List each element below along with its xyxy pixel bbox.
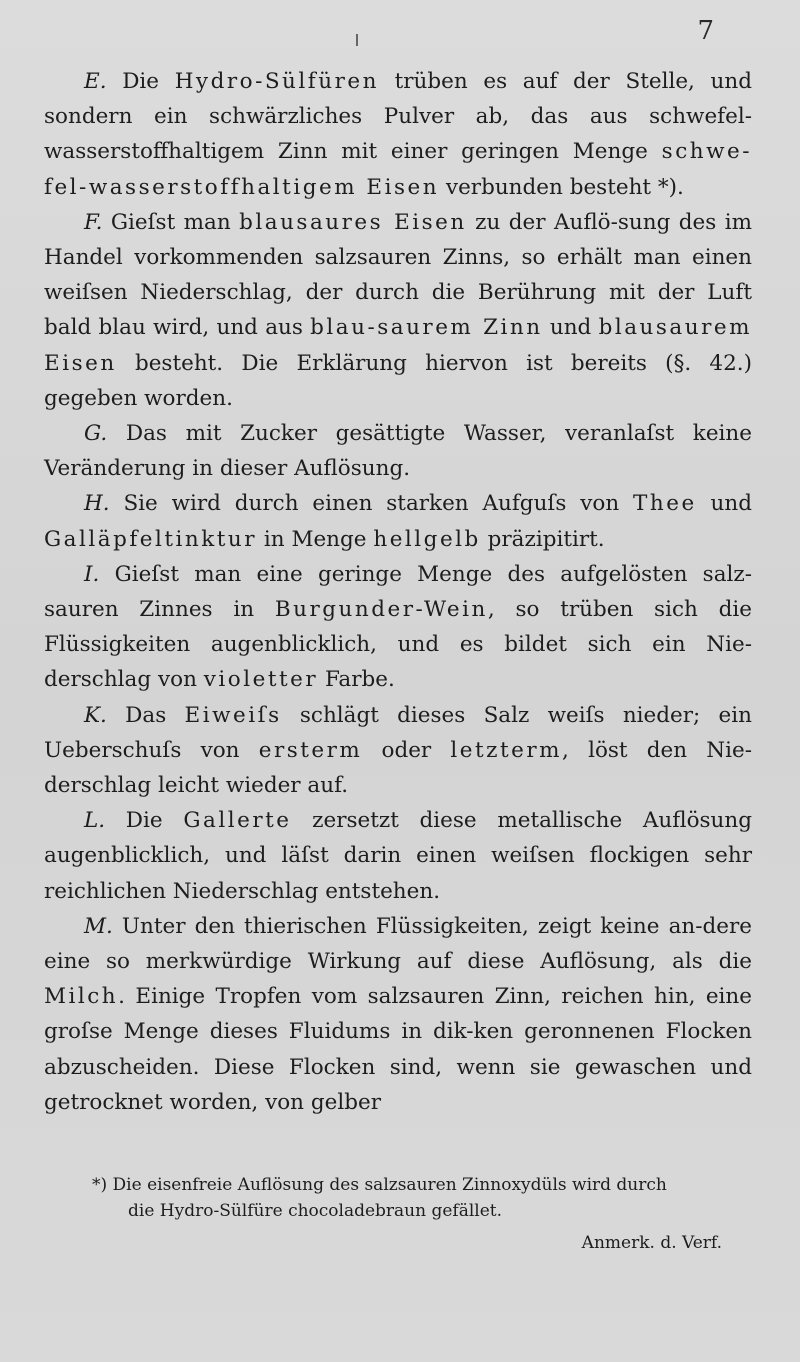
paragraph-text: Sie wird durch einen starken Aufguſs von [109, 491, 634, 517]
paragraph-letter: I. [84, 561, 100, 587]
emphasized-term: ersterm [258, 737, 363, 763]
emphasized-term: Eiweiſs [184, 702, 282, 728]
emphasized-term: hellgelb [373, 526, 481, 552]
paragraph-letter: E. [84, 69, 107, 94]
emphasized-term: letzterm [450, 737, 563, 763]
paragraph-text: präzipitirt. [480, 526, 605, 552]
paragraph-text: und [696, 491, 752, 517]
paragraph-text: Das mit Zucker gesättigte Wasser, veranlaſst keine Veränderung in dieser Auflösung. [44, 421, 752, 482]
paragraph-text: und [542, 315, 599, 341]
paragraph-text: verbunden besteht *). [439, 174, 684, 200]
page-number: 7 [697, 16, 714, 46]
emphasized-term: Hydro-Sülfüren [174, 69, 379, 94]
paragraph-e [44, 64, 752, 205]
paragraph-text: trüben es auf der Stelle, und sondern ein schwärzliches Pulver ab, das aus schwefel-wasserstoffhaltigem Zinn mit einer geringen Menge [44, 69, 752, 165]
emphasized-term: blau-saurem Zinn [310, 315, 543, 341]
paragraph-letter: G. [84, 421, 108, 447]
paragraph-text: besteht. Die Erklärung hiervon ist bereits (§. 42.) gegeben worden. [44, 350, 752, 411]
paragraph-f [44, 205, 752, 416]
paragraph-l [44, 803, 752, 909]
emphasized-term: Thee [633, 491, 697, 517]
emphasized-term: blausaures Eisen [239, 209, 467, 235]
paragraph-text: oder [362, 737, 451, 763]
paragraph-text: Gieſst man [102, 209, 240, 235]
paragraph-k [44, 698, 752, 804]
paragraph-letter: L. [84, 808, 106, 834]
paragraph-text: in Menge [257, 526, 374, 552]
footnote-line-1: *) Die eisenfreie Auflösung des salzsauren Zinnoxydüls wird durch [92, 1175, 667, 1195]
paragraph-letter: K. [84, 702, 107, 728]
emphasized-term: blausaurem Eisen [44, 315, 752, 376]
paragraph-text: . Einige Tropfen vom salzsauren Zinn, reichen hin, eine groſse Menge dieses Fluidums in dik-ken geronnenen Flocken abzuscheiden. Diese Flocken sind, wenn sie gewaschen und getrocknet worden, von gelber [44, 984, 752, 1115]
paragraph-text: , löst den Nie-derschlag leicht wieder auf. [44, 737, 752, 799]
paragraph-letter: M. [84, 913, 113, 939]
paragraph-text: Farbe. [318, 667, 395, 693]
footnote [92, 1172, 760, 1256]
emphasized-term: violetter [203, 667, 319, 693]
body-text [44, 64, 752, 1120]
paragraph-text: Die [106, 69, 175, 94]
paragraph-h [44, 486, 752, 556]
paragraph-text: Unter den thierischen Flüssigkeiten, zeigt keine an-dere eine so merkwürdige Wirkung auf diese Auflösung, als die [44, 913, 752, 975]
paragraph-text: zersetzt diese metallische Auflösung augenblicklich, und läſst darin einen weiſsen flockigen sehr reichlichen Niederschlag entstehen. [44, 808, 753, 904]
footnote-signature: Anmerk. d. Verf. [581, 1233, 722, 1253]
paragraph-text: schlägt dieses Salz weiſs nieder; ein Ueberschuſs von [44, 702, 752, 763]
paragraph-letter: H. [84, 491, 110, 517]
emphasized-term: Galläpfeltinktur [44, 526, 258, 552]
paragraph-letter: F. [84, 209, 103, 235]
paragraph-text: Gieſst man eine geringe Menge des aufgelösten salz-sauren Zinnes in [44, 561, 752, 623]
paragraph-text: Das [106, 702, 185, 728]
paragraph-g [44, 416, 752, 486]
emphasized-term: Milch [44, 984, 119, 1010]
emphasized-term: Gallerte [183, 808, 292, 834]
paragraph-text: , so trüben sich die Flüssigkeiten augenblicklich, und es bildet sich ein Nie-derschlag von [44, 597, 752, 693]
paragraph-m [44, 909, 752, 1120]
footnote-line-2: die Hydro-Sülfüre chocoladebraun gefället. [128, 1201, 503, 1221]
emphasized-term: schwe-fel-wasserstoffhaltigem Eisen [44, 139, 752, 200]
paragraph-text: zu der Auflö-sung des im Handel vorkommenden salzsauren Zinns, so erhält man einen weiſsen Niederschlag, der durch die Berührung mit der Luft bald blau wird, und aus [44, 209, 752, 341]
print-mark [356, 34, 358, 46]
paragraph-text: Die [105, 808, 184, 834]
emphasized-term: Burgunder-Wein [274, 597, 488, 623]
paragraph-i [44, 557, 752, 698]
